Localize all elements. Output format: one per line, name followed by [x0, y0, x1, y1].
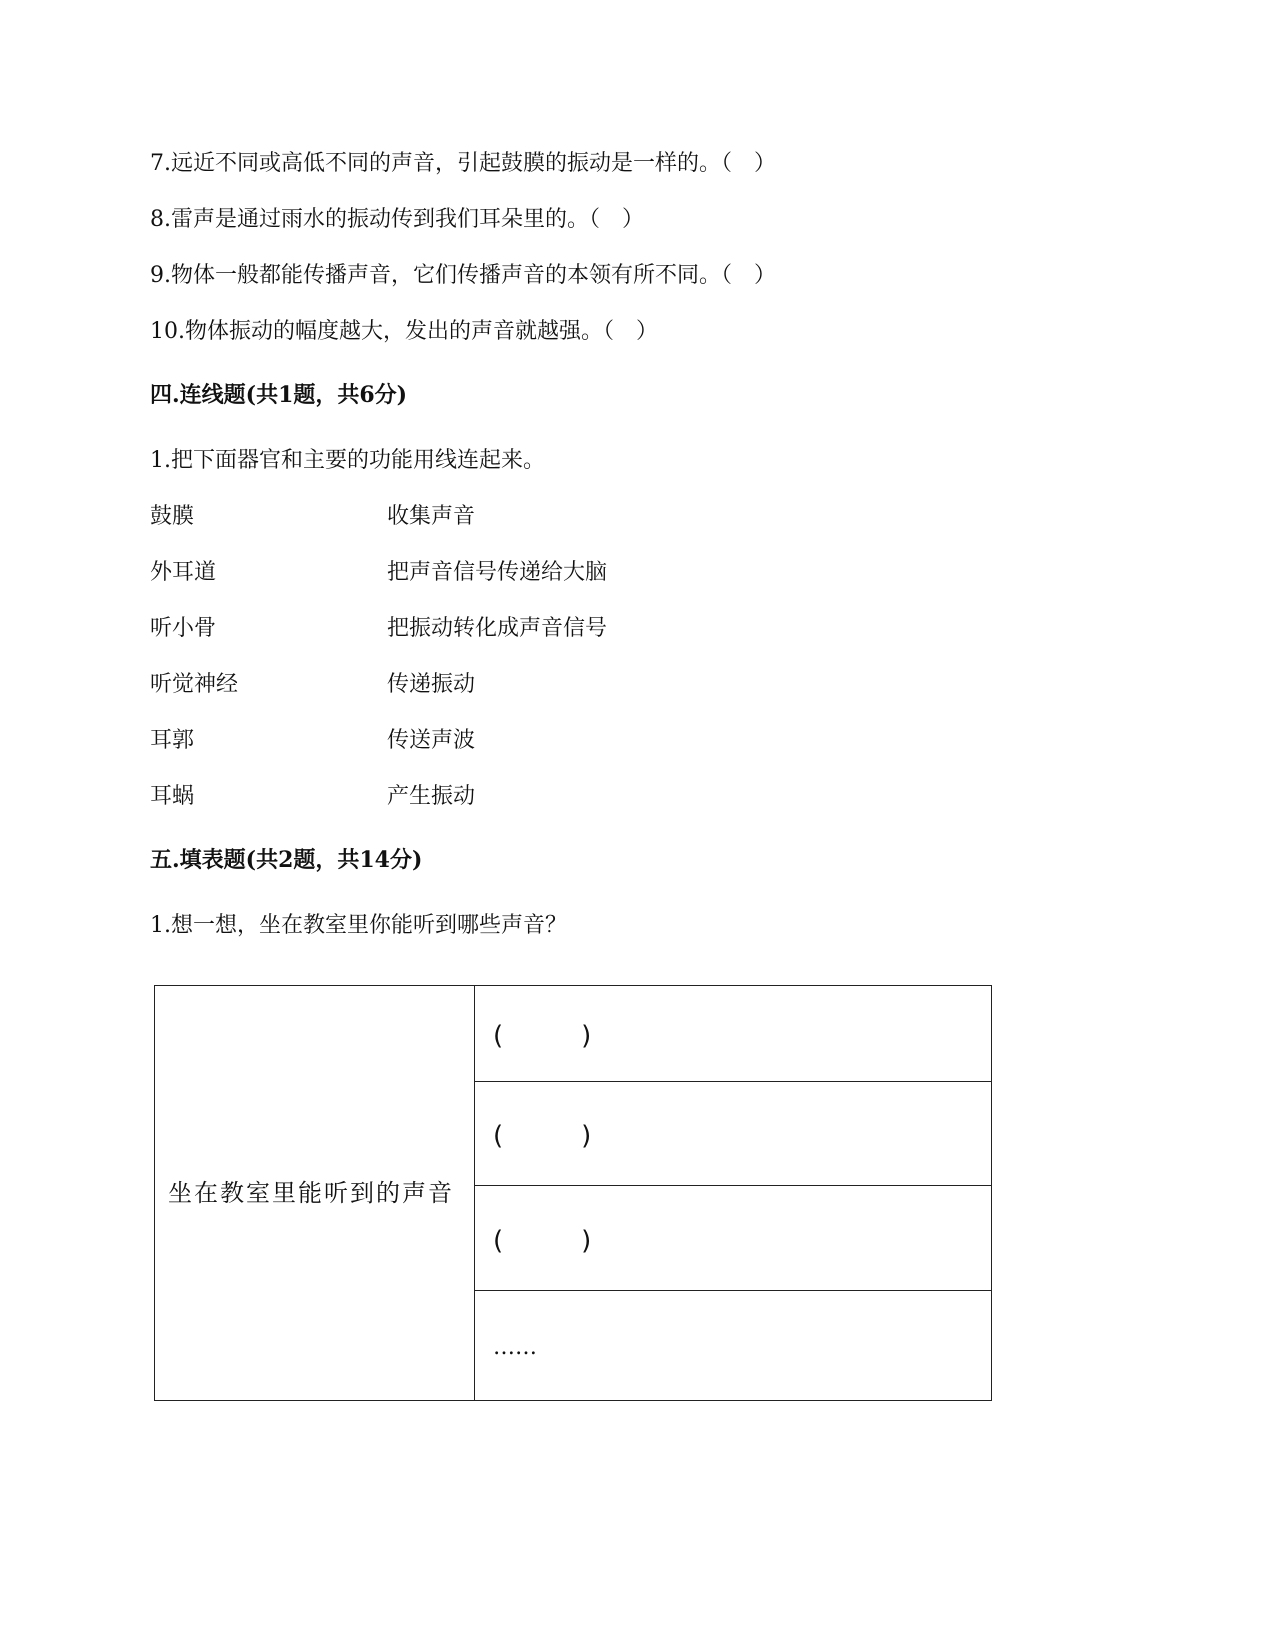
blank-parentheses: ( ): [493, 1021, 592, 1051]
function-item: 把声音信号传递给大脑: [387, 560, 608, 585]
judgement-item-9: 9.物体一般都能传播声音，它们传播声音的本领有所不同。（ ）: [150, 263, 776, 288]
judgement-item-8: 8.雷声是通过雨水的振动传到我们耳朵里的。（ ）: [150, 207, 644, 232]
answer-blank[interactable]: [475, 1186, 992, 1291]
function-item: 传送声波: [387, 728, 476, 753]
organ-item: 耳蜗: [150, 784, 195, 809]
function-item: 收集声音: [387, 504, 476, 529]
sounds-table-label: 坐在教室里能听到的声音: [155, 986, 475, 1401]
organ-item: 鼓膜: [150, 504, 195, 529]
function-item: 把振动转化成声音信号: [387, 616, 608, 641]
sounds-table: [154, 985, 992, 1401]
ellipsis-text: ……: [493, 1334, 537, 1360]
blank-parentheses: ( ): [493, 1225, 592, 1256]
answer-blank[interactable]: [475, 986, 992, 1082]
organ-item: 外耳道: [150, 560, 217, 585]
judgement-item-7: 7.远近不同或高低不同的声音，引起鼓膜的振动是一样的。（ ）: [150, 151, 776, 176]
organ-item: 听小骨: [150, 616, 217, 641]
organ-item: 听觉神经: [150, 672, 239, 697]
section-4-heading: 四.连线题(共1题，共6分): [150, 382, 408, 408]
section-4-question: 1.把下面器官和主要的功能用线连起来。: [150, 448, 545, 473]
organ-item: 耳郭: [150, 728, 195, 753]
section-5-heading: 五.填表题(共2题，共14分): [150, 847, 423, 873]
function-item: 传递振动: [387, 672, 476, 697]
answer-blank[interactable]: [475, 1082, 992, 1186]
section-5-question: 1.想一想，坐在教室里你能听到哪些声音？: [150, 913, 567, 938]
function-item: 产生振动: [387, 784, 476, 809]
judgement-item-10: 10.物体振动的幅度越大，发出的声音就越强。（ ）: [150, 319, 658, 344]
answer-blank[interactable]: [475, 1291, 992, 1401]
blank-parentheses: ( ): [493, 1121, 592, 1151]
